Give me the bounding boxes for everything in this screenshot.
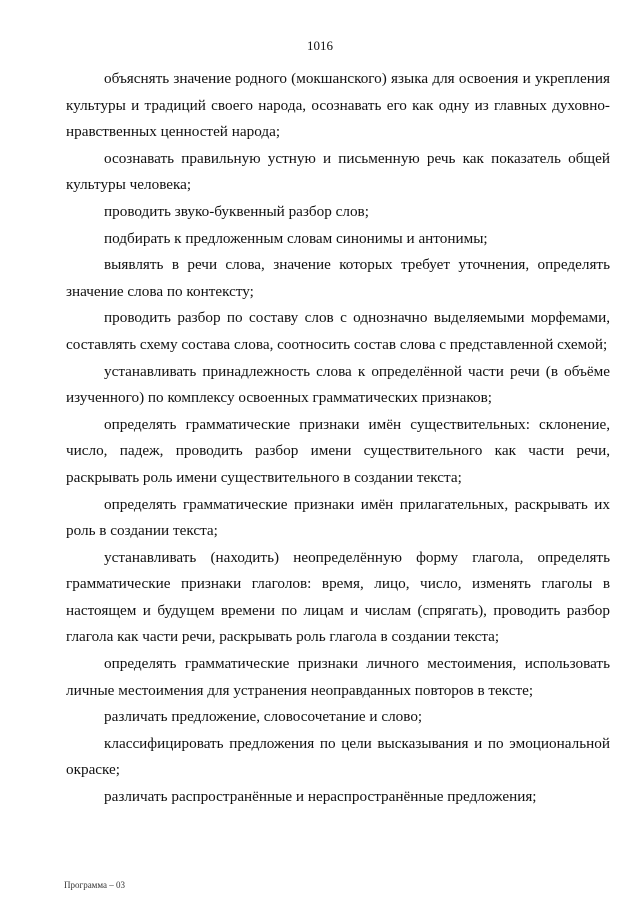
paragraph: осознавать правильную устную и письменную речь как показатель общей культуры человека; — [66, 149, 610, 194]
paragraph: определять грамматические признаки личного местоимения, использовать личные местоимения для устранения неоправданных повторов в тексте; — [66, 655, 610, 699]
paragraph: устанавливать принадлежность слова к определённой части речи (в объёме изученного) по комплексу освоенных грамматических признаков; — [66, 362, 610, 407]
paragraph: объяснять значение родного (мокшанского) языка для освоения и укрепления культуры и традиций своего народа, осознавать его как одну из главных духовно-нравственных ценностей народа; — [66, 70, 610, 141]
paragraph: различать предложение, словосочетание и слово; — [104, 708, 423, 726]
paragraph: проводить звуко-буквенный разбор слов; — [104, 202, 369, 220]
paragraph: выявлять в речи слова, значение которых требует уточнения, определять значение слова по контексту; — [66, 256, 610, 300]
paragraph: подбирать к предложенным словам синонимы и антонимы; — [104, 229, 488, 247]
body-text — [66, 66, 610, 811]
paragraph: проводить разбор по составу слов с однозначно выделяемыми морфемами, составлять схему состава слова, соотносить состав слова с представленной схемой; — [66, 309, 610, 353]
page-number: 1016 — [307, 38, 333, 53]
paragraph: устанавливать (находить) неопределённую форму глагола, определять грамматические признаки глаголов: время, лицо, число, изменять глаголы в настоящем и будущем времени по лицам и числам (спрягать), проводить разбор глагола как части речи, раскрывать роль глагола в создании текста; — [66, 548, 610, 646]
page-footer: Программа – 03 — [64, 880, 126, 890]
paragraph: определять грамматические признаки имён прилагательных, раскрывать их роль в создании текста; — [66, 495, 610, 540]
paragraph: классифицировать предложения по цели высказывания и по эмоциональной окраске; — [66, 734, 610, 779]
paragraph: различать распространённые и нераспространённые предложения; — [104, 788, 537, 806]
paragraph: определять грамматические признаки имён существительных: склонение, число, падеж, проводить разбор имени существительного как части речи, раскрывать роль имени существительного в создании текста; — [66, 415, 610, 486]
